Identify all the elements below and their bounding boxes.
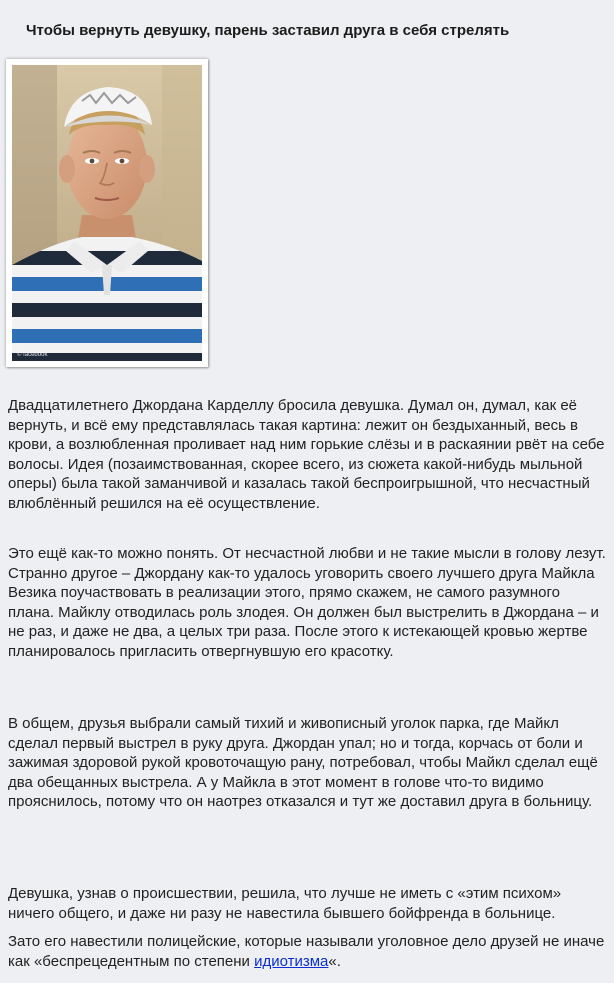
- article-paragraph-4: Девушка, узнав о происшествии, решила, что лучше не иметь с «этим психом» ничего общего, и даже ни разу не навестила бывшего бойфренда в больнице.: [8, 885, 562, 922]
- article-paragraph-2: Это ещё как-то можно понять. От несчастной любви и не такие мысли в голову лезут. Странно другое – Джордану как-то удалось уговорить своего лучшего друга Майкла Везика поучаствовать в реализации этого, прямо скажем, не самого разумного плана. Майклу отводилась роль злодея. Он должен был выстрелить в Джордана – и не раз, и даже не два, а целых три раза. После этого к истекающей кровью жертве планировалось пригласить отвергнувшую его красотку.: [8, 545, 606, 660]
- idiotism-link[interactable]: идиотизма: [254, 952, 329, 970]
- article-paragraph-1: Двадцатилетнего Джордана Карделлу бросила девушка. Думал он, думал, как её вернуть, и всё ему представлялась такая картина: лежит он бездыханный, весь в крови, а возлюбленная проливает над ним горькие слёзы и в раскаянии рвёт на себе волосы. Идея (позаимствованная, скорее всего, из сюжета какой-нибудь мыльной оперы) была такой заманчивой и казалась такой беспроигрышной, что несчастный влюблённый решился на её осуществление.: [8, 397, 605, 512]
- paragraph-5-text-after: «.: [328, 952, 341, 970]
- article-photo: [6, 59, 208, 367]
- portrait-image: [12, 65, 202, 361]
- photo-watermark: © facebook: [17, 352, 48, 358]
- article-title: Чтобы вернуть девушку, парень заставил друга в себя стрелять: [26, 22, 510, 40]
- article-paragraph-5: [8, 932, 608, 971]
- article-paragraph-3: В общем, друзья выбрали самый тихий и живописный уголок парка, где Майкл сделал первый выстрел в руку друга. Джордан упал; но и тогда, корчась от боли и зажимая здоровой рукой кровоточащую рану, потребовал, чтобы Майкл сделал ещё два обещанных выстрела. А у Майкла в этот момент в голове что-то видимо прояснилось, потому что он наотрез отказался и тут же доставил друга в больницу.: [8, 715, 598, 810]
- paragraph-5-text-before: Зато его навестили полицейские, которые называли уголовное дело друзей не иначе как «беспрецедентным по степени: [8, 933, 605, 970]
